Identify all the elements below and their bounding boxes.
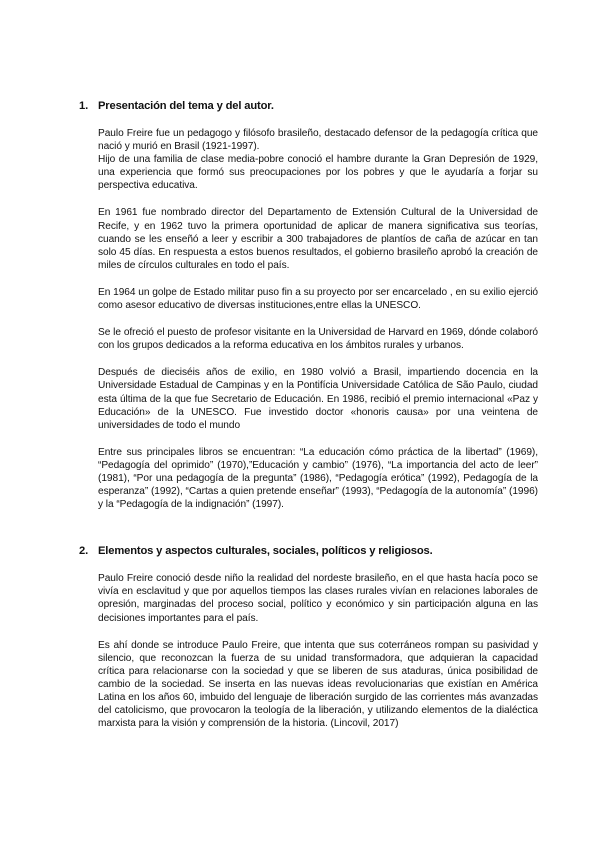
paragraph: Se le ofreció el puesto de profesor visitante en la Universidad de Harvard en 1969, dónde colaboró con los grupos dedicados a la reforma educativa en los ámbitos rurales y urbanos. (98, 327, 538, 352)
section-number: 1. (79, 100, 89, 112)
paragraph: Hijo de una familia de clase media-pobre conoció el hambre durante la Gran Depresión de 1929, una experiencia que formó sus preocupaciones por los pobres y que le ayudaría a forjar su perspectiva educativa. (98, 154, 538, 192)
paragraph: Es ahí donde se introduce Paulo Freire, que intenta que sus coterráneos rompan su pasividad y silencio, que reconozcan la fuerza de su unidad transformadora, que adquieran la capacidad crítica para relacionarse con la sociedad y que se liberen de sus ataduras, única posibilidad de cambio de la sociedad. Se inserta en las nuevas ideas revolucionarias que existían en América Latina en los años 60, imbuido del lenguaje de liberación surgido de las corrientes más avanzadas del catolicismo, que provocaron la teología de la liberación, y utilizando elementos de la dialéctica marxista para la visión y comprensión de la historia. (Lincovil, 2017) (98, 639, 538, 730)
paragraph: Paulo Freire conoció desde niño la realidad del nordeste brasileño, en el que hasta hacía poco se vivía en esclavitud y que por aquellos tiempos las clases rurales vivían en relaciones laborales de opresión, marginadas del proceso social, político y económico y sin participación alguna en las decisiones importantes para el país. (98, 573, 538, 624)
paragraph: Entre sus principales libros se encuentran: “La educación cómo práctica de la libertad” (1969), “Pedagogía del oprimido” (1970),”Educación y cambio” (1976), “La importancia del acto de leer” (1981), “Por una pedagogía de la pregunta” (1986), “Pedagogía erótica” (1992), Pedagogía de la esperanza” (1992), “Cartas a quien pretende enseñar” (1993), “Pedagogía de la autonomía” (1996) y la “Pedagogía de la indignación” (1997). (98, 446, 538, 511)
document-content (79, 100, 538, 730)
section-body-1 (79, 127, 538, 511)
section-heading-1 (79, 100, 538, 113)
paragraph: Paulo Freire fue un pedagogo y filósofo brasileño, destacado defensor de la pedagogía crítica que nació y murió en Brasil (1921-1997). (98, 128, 538, 153)
section-heading-2 (79, 545, 538, 558)
section-title: Presentación del tema y del autor. (98, 100, 274, 112)
paragraph: En 1964 un golpe de Estado militar puso fin a su proyecto por ser encarcelado , en su exilio ejerció como asesor educativo de diversas instituciones,entre ellas la UNESCO. (98, 286, 538, 312)
paragraph: En 1961 fue nombrado director del Departamento de Extensión Cultural de la Universidad de Recife, y en 1962 tuvo la primera oportunidad de aplicar de manera significativa sus teorías, cuando se les enseñó a leer y escribir a 300 trabajadores de plantíos de caña de azúcar en tan solo 45 días. En respuesta a estos buenos resultados, el gobierno brasileño aprobó la creación de miles de círculos culturales en todo el país. (98, 207, 538, 271)
section-body-2 (79, 572, 538, 730)
section-number: 2. (79, 545, 89, 558)
paragraph: Después de dieciséis años de exilio, en 1980 volvió a Brasil, impartiendo docencia en la Universidade Estadual de Campinas y en la Pontifícia Universidade Católica de São Paulo, ciudad esta última de la que fue Secretario de Educación. En 1986, recibió el premio internacional «Paz y Educación» de la UNESCO. Fue investido doctor «honoris causa» por una veintena de universidades de todo el mundo (98, 367, 538, 431)
section-title: Elementos y aspectos culturales, sociales, políticos y religiosos. (98, 545, 433, 558)
